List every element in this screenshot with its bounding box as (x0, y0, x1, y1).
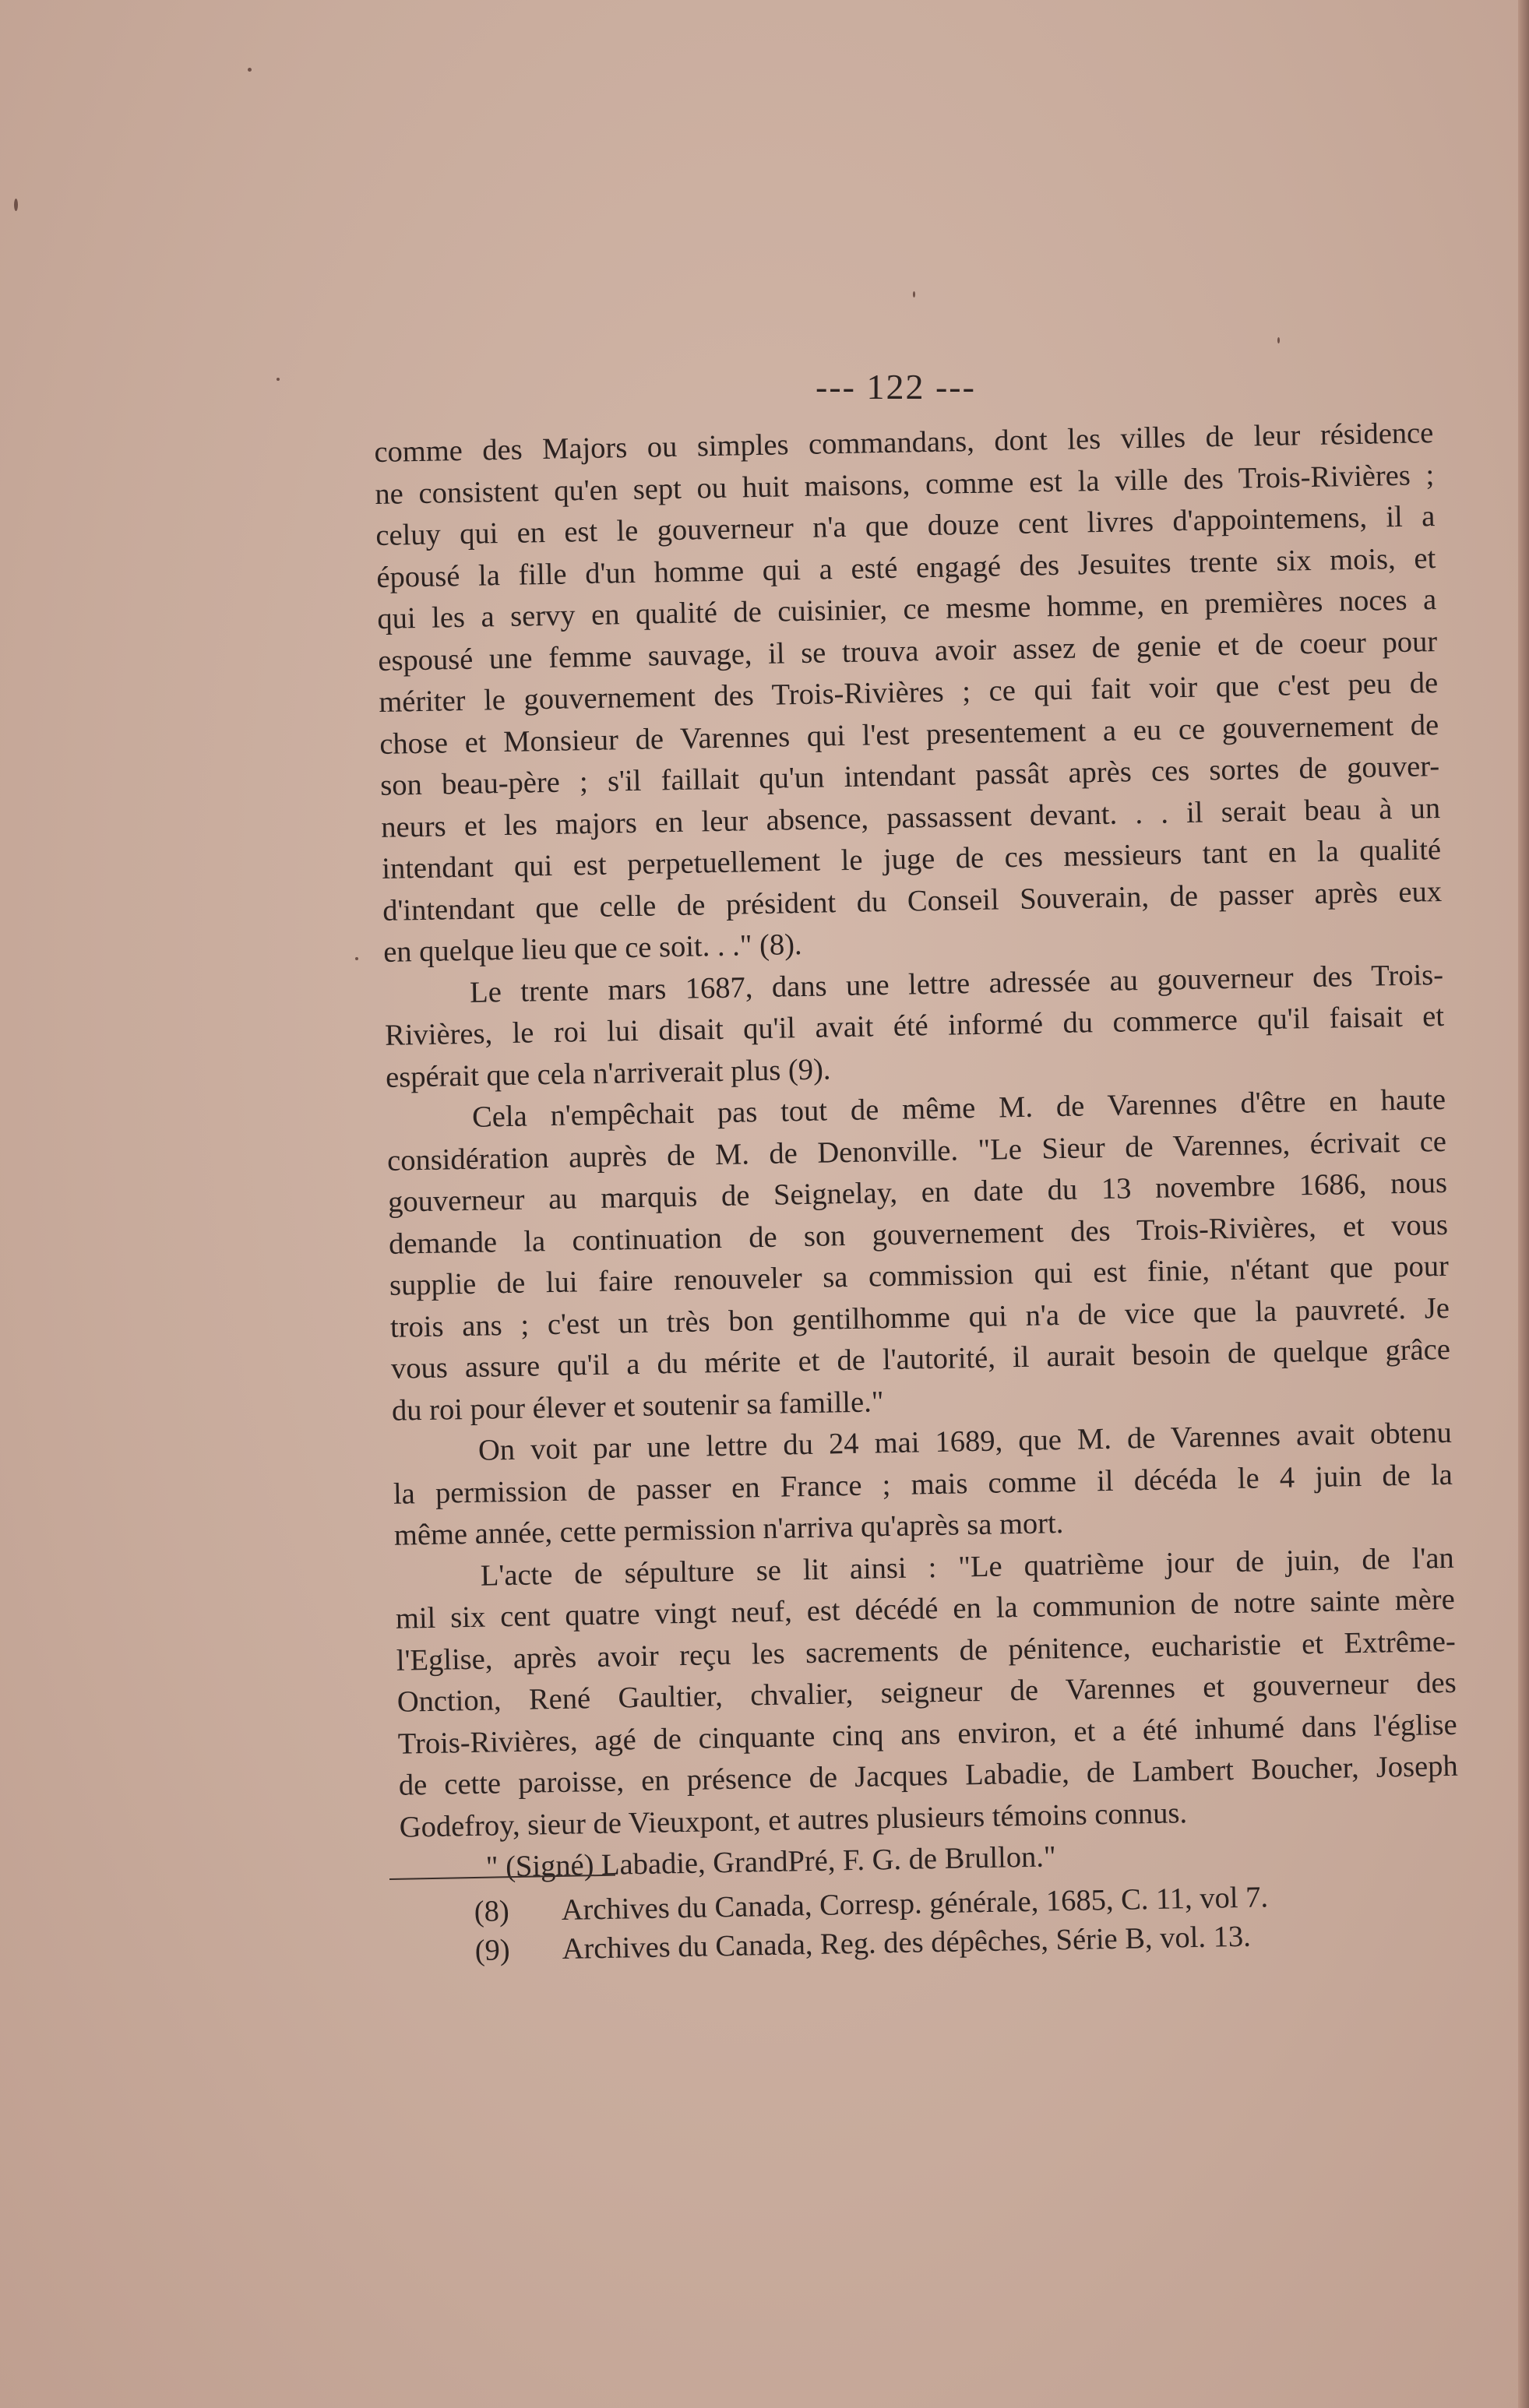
text-line: L'acte de sépulture se lit ainsi : "Le quatrième jour de juin, de l'an (480, 1541, 1455, 1593)
text-line: intendant qui est perpetuellement le juge de ces messieurs tant en la qualité (381, 833, 1442, 885)
text-line: mil six cent quatre vingt neuf, est décédé en la communion de notre sainte mère (395, 1582, 1456, 1635)
footnote-text: Archives du Canada, Corresp. générale, 1685, C. 11, vol 7. (561, 1881, 1269, 1927)
text-line: son beau-père ; s'il faillait qu'un intendant passât après ces sortes de gouver- (379, 750, 1440, 802)
text-line: de cette paroisse, en présence de Jacques Labadie, de Lambert Boucher, Joseph (398, 1749, 1459, 1802)
footnote-number: (8) (474, 1895, 510, 1929)
text-line: " (Signé) Labadie, GrandPré, F. G. de Brullon." (485, 1840, 1056, 1884)
text-line: On voit par une lettre du 24 mai 1689, que M. de Varennes avait obtenu (477, 1416, 1453, 1467)
paper-speck (248, 68, 252, 72)
page-edge (1518, 0, 1529, 2408)
text-line: espérait que cela n'arriverait plus (9). (385, 1052, 831, 1094)
text-line: même année, cette permission n'arriva qu'après sa mort. (393, 1507, 1064, 1552)
text-line: Rivières, le roi lui disait qu'il avait été informé du commerce qu'il faisait et (384, 999, 1445, 1052)
text-line: comme des Majors ou simples commandans, dont les villes de leur résidence (374, 417, 1434, 469)
text-line: vous assure qu'il a du mérite et de l'autorité, il aurait besoin de quelque grâce (390, 1332, 1451, 1385)
text-line: celuy qui en est le gouverneur n'a que douze cent livres d'appointemens, il a (375, 500, 1436, 552)
paper-speck (277, 378, 280, 381)
text-line: mériter le gouvernement des Trois-Rivières ; ce qui fait voir que c'est peu de (378, 667, 1439, 719)
text-line: l'Eglise, après avoir reçu les sacrements de pénitence, eucharistie et Extrême- (396, 1625, 1457, 1678)
text-line: ne consistent qu'en sept ou huit maisons, comme est la ville des Trois-Rivières ; (375, 458, 1435, 511)
text-line: gouverneur au marquis de Seignelay, en date du 13 novembre 1686, nous (387, 1166, 1448, 1219)
footnote-text: Archives du Canada, Reg. des dépêches, Série B, vol. 13. (562, 1920, 1252, 1966)
paper-speck (913, 291, 915, 297)
text-line: épousé la fille d'un homme qui a esté engagé des Jesuites trente six mois, et (376, 541, 1436, 594)
text-line: Godefroy, sieur de Vieuxpont, et autres plusieurs témoins connus. (399, 1796, 1188, 1844)
paper-speck (14, 199, 18, 211)
body-text (374, 413, 1460, 1890)
text-line: demande la continuation de son gouvernement des Trois-Rivières, et vous (388, 1208, 1449, 1261)
text-line: Cela n'empêchait pas tout de même M. de Varennes d'être en haute (471, 1083, 1446, 1134)
text-line: considération auprès de M. de Denonville. "Le Sieur de Varennes, écrivait ce (386, 1125, 1447, 1178)
text-line: Le trente mars 1687, dans une lettre adressée au gouverneur des Trois- (469, 958, 1444, 1009)
text-line: Trois-Rivières, agé de cinquante cinq ans environ, et a été inhumé dans l'église (397, 1708, 1458, 1761)
text-line: Onction, René Gaultier, chvalier, seigneur de Varennes et gouverneur des (396, 1666, 1457, 1719)
text-line: d'intendant que celle de président du Conseil Souverain, de passer après eux (382, 875, 1443, 928)
text-line: du roi pour élever et soutenir sa famille." (391, 1385, 884, 1428)
footnotes (389, 1859, 1450, 1972)
footnote-number: (9) (474, 1934, 511, 1968)
text-line: chose et Monsieur de Varennes qui l'est presentement a eu ce gouvernement de (379, 708, 1439, 761)
text-line: en quelque lieu que ce soit. . ." (8). (382, 928, 802, 969)
text-line: la permission de passer en France ; mais comme il décéda le 4 juin de la (393, 1458, 1453, 1511)
text-line: neurs et les majors en leur absence, passassent devant. . . il serait beau à un (380, 791, 1441, 844)
paper-speck (1277, 337, 1280, 343)
text-line: supplie de lui faire renouveler sa commission qui est finie, n'étant que pour (389, 1249, 1450, 1302)
page-number: --- 122 --- (816, 367, 976, 407)
text-line: trois ans ; c'est un très bon gentilhomme qui n'a de vice que la pauvreté. Je (389, 1291, 1450, 1344)
text-line: espousé une femme sauvage, il se trouva avoir assez de genie et de coeur pour (377, 625, 1438, 678)
paper-speck (355, 957, 358, 960)
text-line: qui les a servy en qualité de cuisinier, ce mesme homme, en premières noces a (377, 583, 1437, 635)
